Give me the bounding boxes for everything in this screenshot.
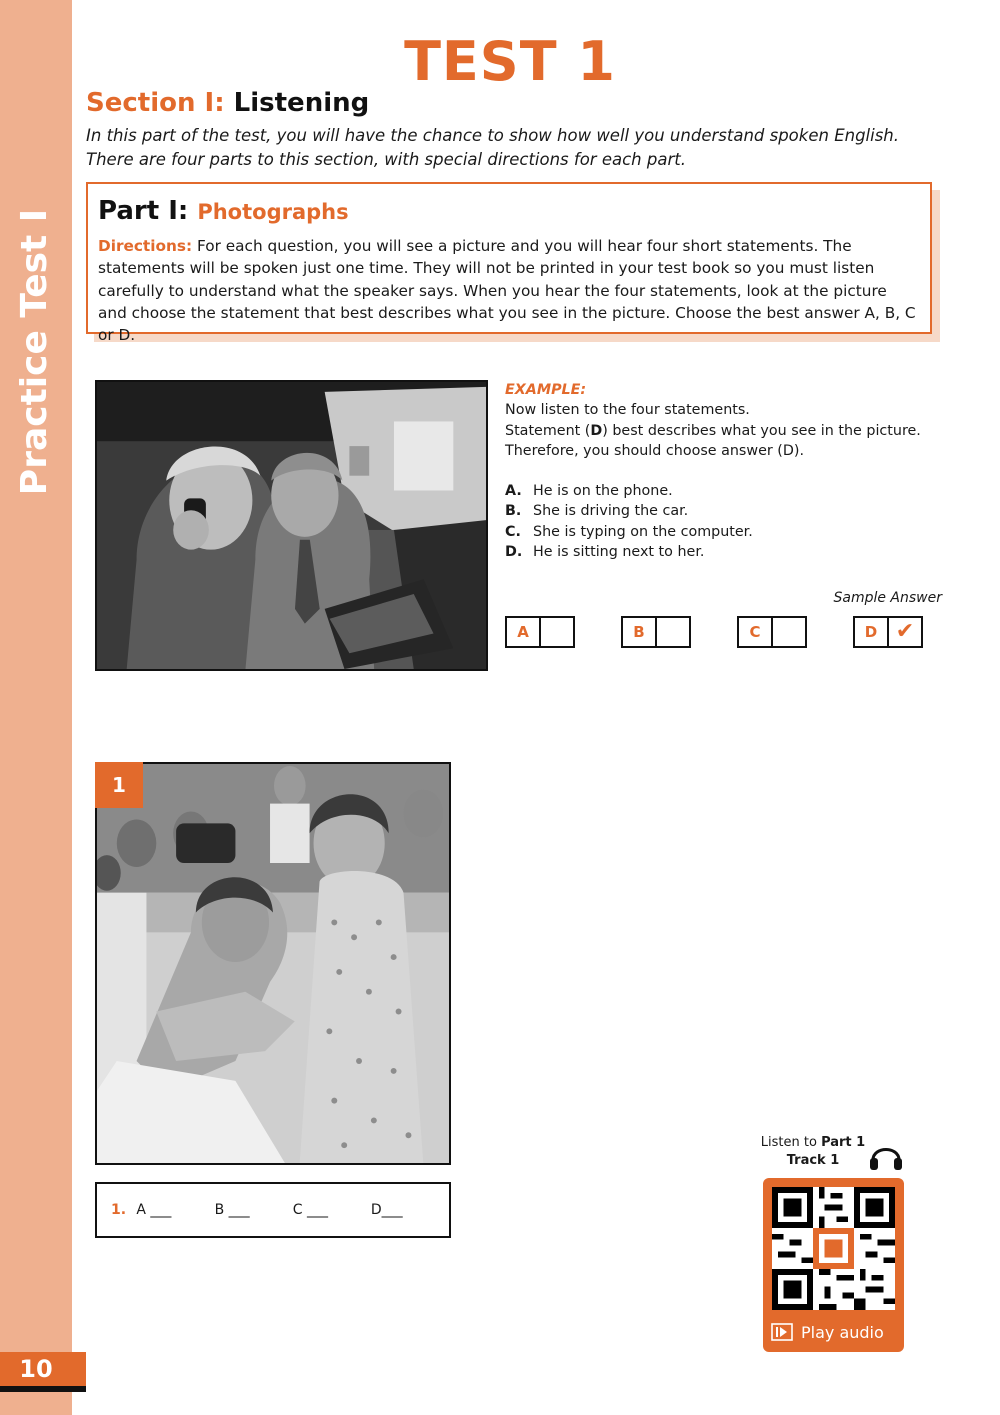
answer-option-c[interactable]: C ___ bbox=[292, 1202, 328, 1218]
example-label: EXAMPLE: bbox=[505, 382, 587, 398]
example-line-2-bold: D bbox=[590, 422, 603, 439]
play-audio-button[interactable] bbox=[771, 1318, 896, 1346]
listen-prefix: Listen to bbox=[760, 1135, 822, 1150]
part-title bbox=[98, 194, 920, 229]
answer-option-b[interactable]: B ___ bbox=[214, 1202, 250, 1218]
example-line-1: Now listen to the four statements. bbox=[505, 402, 750, 419]
part-label: Part I: bbox=[98, 196, 189, 226]
choice-item bbox=[505, 522, 945, 542]
play-icon bbox=[771, 1323, 793, 1341]
directions-text: For each question, you will see a picture and you will hear four short statements. The statements will be spoken just one time. They will not be printed in your test book so you must listen carefully to understand what the speaker says. When you hear the four statements, look at the picture and choose the statement that best describes what you see in the picture. Choose the best answer A, B, C or D. bbox=[98, 237, 916, 345]
answer-box-mark bbox=[657, 618, 689, 646]
directions bbox=[98, 235, 920, 346]
choice-text: He is on the phone. bbox=[533, 483, 673, 500]
listen-track bbox=[758, 1152, 868, 1170]
sidebar-label: Practice Test I bbox=[14, 208, 55, 496]
choice-text: He is sitting next to her. bbox=[533, 544, 705, 561]
play-audio-label: Play audio bbox=[801, 1322, 884, 1342]
part-name: Photographs bbox=[197, 200, 349, 224]
headphones-icon bbox=[868, 1138, 904, 1172]
choice-item bbox=[505, 501, 945, 521]
page-title: TEST 1 bbox=[404, 30, 616, 93]
choice-letter: A. bbox=[505, 483, 522, 500]
choice-item bbox=[505, 481, 945, 501]
answer-box-letter: C bbox=[739, 618, 773, 646]
answer-option-a[interactable]: A ___ bbox=[136, 1202, 172, 1218]
example-photo bbox=[95, 380, 488, 671]
choice-text: She is driving the car. bbox=[533, 503, 689, 520]
answer-box-b[interactable] bbox=[621, 616, 691, 648]
answer-box-c[interactable] bbox=[737, 616, 807, 648]
listen-line-1 bbox=[758, 1134, 868, 1152]
answer-option-d[interactable]: D___ bbox=[370, 1202, 403, 1218]
choice-item bbox=[505, 542, 945, 562]
question-1-badge: 1 bbox=[95, 762, 143, 808]
choice-letter: D. bbox=[505, 544, 523, 561]
example-line-2 bbox=[505, 421, 945, 441]
answer-box-letter: D bbox=[855, 618, 889, 646]
page-number: 10 bbox=[19, 1355, 53, 1383]
question-1-photo bbox=[95, 762, 451, 1165]
audio-qr-card[interactable] bbox=[763, 1178, 904, 1352]
example-line-3: Therefore, you should choose answer (D). bbox=[505, 442, 804, 459]
page-number-bar bbox=[0, 1386, 86, 1392]
answer-box-mark bbox=[773, 618, 805, 646]
question-number: 1. bbox=[111, 1202, 127, 1218]
choice-letter: B. bbox=[505, 503, 522, 520]
answer-box-d[interactable] bbox=[853, 616, 923, 648]
listen-track-text: Track 1 bbox=[786, 1153, 840, 1168]
example-block bbox=[505, 380, 945, 562]
section-name: Listening bbox=[233, 88, 370, 118]
answer-box-mark bbox=[541, 618, 573, 646]
part-directions-box bbox=[86, 182, 932, 345]
example-line-2-end: ) best describes what you see in the picture. bbox=[602, 422, 921, 439]
listen-instructions bbox=[758, 1134, 868, 1170]
section-heading bbox=[86, 88, 369, 118]
question-1-answer-line bbox=[95, 1182, 451, 1238]
choice-letter: C. bbox=[505, 523, 521, 540]
answer-box-letter: B bbox=[623, 618, 657, 646]
listen-part: Part 1 bbox=[821, 1135, 866, 1150]
checkmark-icon: ✔ bbox=[895, 619, 915, 644]
answer-box-letter: A bbox=[507, 618, 541, 646]
answer-box-a[interactable] bbox=[505, 616, 575, 648]
choice-text: She is typing on the computer. bbox=[533, 523, 753, 540]
example-choices bbox=[505, 481, 945, 562]
example-line-2-start: Statement ( bbox=[505, 422, 591, 439]
qr-code-icon[interactable] bbox=[772, 1187, 895, 1310]
section-prefix: Section I: bbox=[86, 88, 225, 118]
sample-answer-label: Sample Answer bbox=[833, 590, 942, 606]
section-intro: In this part of the test, you will have the chance to show how well you understand spoken English. There are four parts to this section, with special directions for each part. bbox=[86, 126, 900, 169]
directions-label: Directions: bbox=[98, 237, 193, 255]
